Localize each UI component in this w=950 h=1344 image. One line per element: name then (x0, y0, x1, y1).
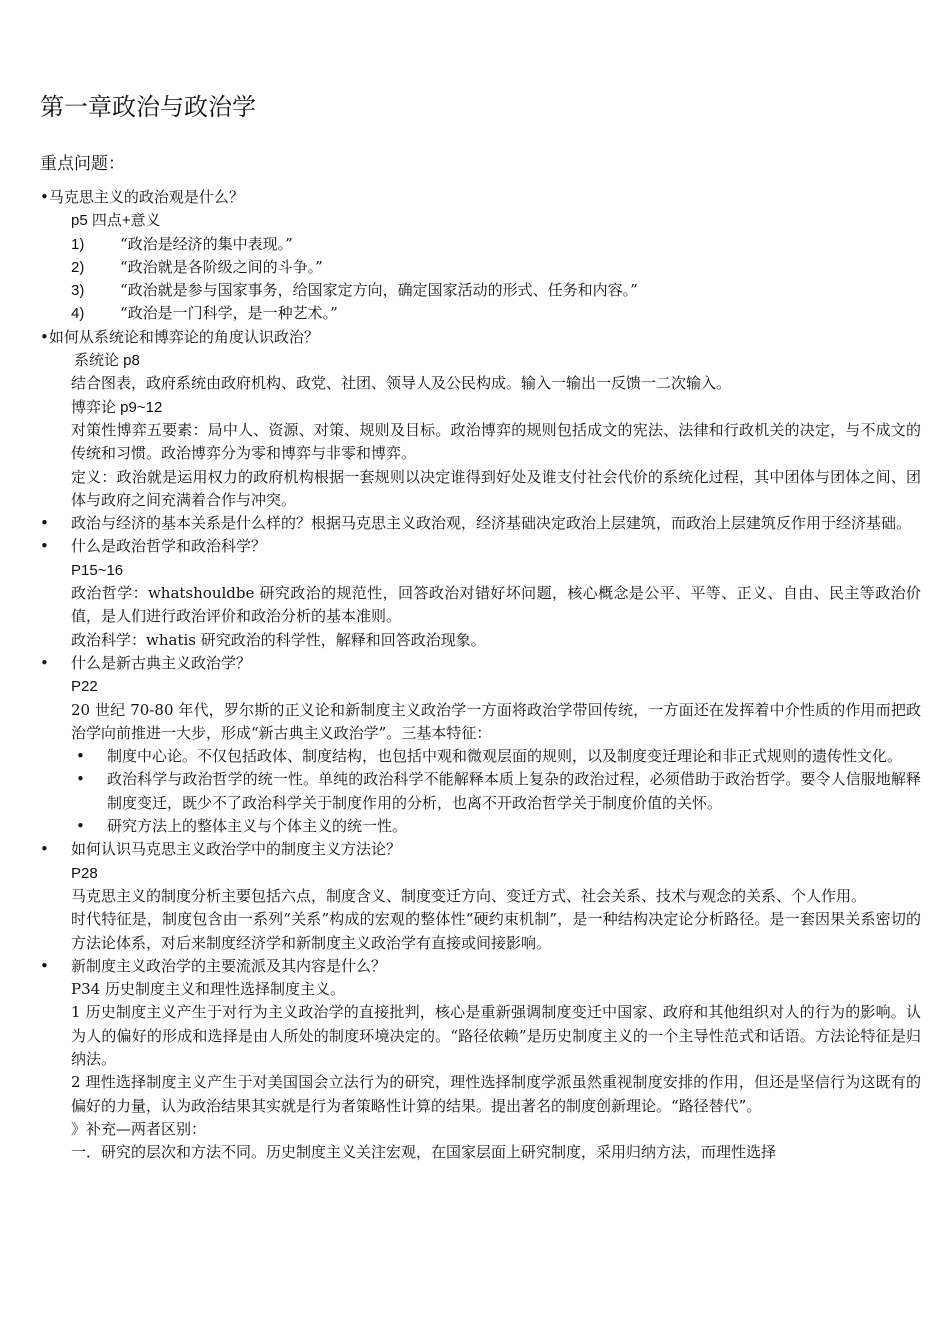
reference: 博弈论 p9~12 (71, 398, 163, 416)
feature-item: • 研究方法上的整体主义与个体主义的统一性。 (0, 815, 950, 838)
question-4: • 什么是政治哲学和政治科学？ (0, 535, 950, 558)
paragraph: 时代特征是，制度包含由一系列“关系”构成的宏观的整体性“硬约束机制”，是一种结构决定论分析路径。是一套因果关系密切的方法论体系，对后来制度经济学和新制度主义政治学有直接或间接影响。 (71, 910, 921, 952)
paragraph: 政治哲学：whatshouldbe 研究政治的规范性，回答政治对错好坏问题，核心概念是公平、平等、正义、自由、民主等政治价值，是人们进行政治评价和政治分析的基本准则。 (71, 584, 921, 626)
bullet-icon: • (76, 770, 85, 789)
numbered-item: 3) “政治就是参与国家事务，给国家定方向，确定国家活动的形式、任务和内容。” (71, 281, 638, 300)
paragraph: 对策性博弈五要素：局中人、资源、对策、规则及目标。政治博弈的规则包括成文的宪法、法律和行政机关的决定，与不成文的传统和习惯。政治博弈分为零和博弈与非零和博弈。 (71, 420, 921, 463)
question-3: • 政治与经济的基本关系是什么样的？根据马克思主义政治观，经济基础决定政治上层建筑，而政治上层建筑反作用于经济基础。 (0, 512, 950, 535)
reference: P34 历史制度主义和理性选择制度主义。 (71, 980, 345, 999)
numbered-item: 2) “政治就是各阶级之间的斗争。” (71, 257, 323, 276)
paragraph: 一．研究的层次和方法不同。历史制度主义关注宏观，在国家层面上研究制度，采用归纳方法，而理性选择 (71, 1143, 777, 1162)
bullet-icon: • (40, 327, 49, 346)
bullet-icon: • (76, 817, 85, 836)
numbered-item: 1) “政治是经济的集中表现。” (71, 234, 293, 253)
bullet-icon: • (40, 840, 49, 859)
paragraph: 1 历史制度主义产生于对行为主义政治学的直接批判，核心是重新强调制度变迁中国家、政府和其他组织对人的行为的影响。认为人的偏好的形成和选择是由人所处的制度环境决定的。“路径依赖”是历史制度主义的一个主导性范式和话语。方法论特征是归纳法。 (71, 1003, 921, 1068)
paragraph: 政治科学：whatis 研究政治的科学性，解释和回答政治现象。 (71, 630, 486, 649)
bullet-icon: • (40, 956, 49, 975)
paragraph: 》补充—两者区别： (71, 1119, 207, 1138)
question-5: • 什么是新古典主义政治学？ (0, 652, 950, 675)
question-6: • 如何认识马克思主义政治学中的制度主义方法论？ (0, 838, 950, 861)
question-1: •马克思主义的政治观是什么？ (40, 188, 244, 206)
reference: 系统论 p8 (74, 352, 140, 370)
paragraph: 2 理性选择制度主义产生于对美国国会立法行为的研究，理性选择制度学派虽然重视制度安排的作用，但还是坚信行为这既有的偏好的力量，认为政治结果其实就是行为者策略性计算的结果。提出著名的制度创新理论。“路径替代”。 (71, 1073, 921, 1115)
paragraph: 定义：政治就是运用权力的政府机构根据一套规则以决定谁得到好处及谁支付社会代价的系统化过程，其中团体与团体之间、团体与政府之间充满着合作与冲突。 (71, 467, 921, 509)
document-body (0, 186, 950, 1164)
reference: p5 四点+意义 (71, 212, 161, 230)
reference: P22 (71, 678, 98, 696)
paragraph: 马克思主义的制度分析主要包括六点，制度含义、制度变迁方向、变迁方式、社会关系、技术与观念的关系、个人作用。 (71, 886, 867, 905)
chapter-title: 第一章政治与政治学 (40, 93, 256, 121)
question-2: •如何从系统论和博弈论的角度认识政治？ (40, 327, 319, 346)
reference: P28 (71, 864, 98, 882)
bullet-icon: • (40, 188, 49, 206)
question-7: • 新制度主义政治学的主要流派及其内容是什么？ (0, 955, 950, 978)
section-subtitle: 重点问题： (40, 154, 125, 174)
bullet-icon: • (40, 537, 49, 556)
bullet-icon: • (40, 653, 49, 672)
numbered-item: 4) “政治是一门科学，是一种艺术。” (71, 304, 338, 323)
bullet-icon: • (40, 514, 49, 533)
paragraph: 结合图表，政府系统由政府机构、政党、社团、领导人及公民构成。输入一输出一反馈一二次输入。 (71, 374, 732, 393)
reference: P15~16 (71, 561, 124, 579)
feature-item: • 制度中心论。不仅包括政体、制度结构，也包括中观和微观层面的规则，以及制度变迁理论和非正式规则的遗传性文化。 (0, 745, 950, 768)
feature-item: • 政治科学与政治哲学的统一性。单纯的政治科学不能解释本质上复杂的政治过程，必须借助于政治哲学。要令人信服地解释制度变迁，既少不了政治科学关于制度作用的分析，也离不开政治哲学关于制度价值的关怀。 (76, 770, 921, 812)
paragraph: 20 世纪 70-80 年代，罗尔斯的正义论和新制度主义政治学一方面将政治学带回传统，一方面还在发挥着中介性质的作用而把政治学向前推进一大步，形成“新古典主义政治学”。三基本特征： (71, 700, 921, 742)
bullet-icon: • (76, 747, 85, 766)
